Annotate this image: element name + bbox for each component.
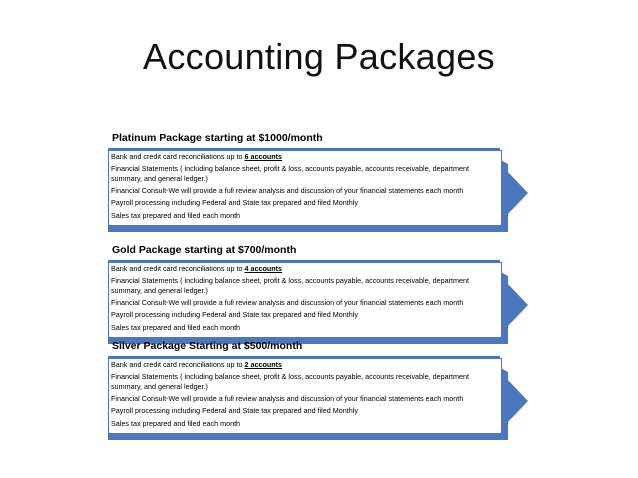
package-heading: Silver Package Starting at $500/month (112, 340, 303, 352)
reconciliation-line: Bank and credit card reconciliations up to 4 accounts (111, 264, 283, 273)
sales-tax-line: Sales tax prepared and filed each month (111, 322, 241, 332)
package-details-box (108, 262, 502, 338)
sales-tax-line: Sales tax prepared and filed each month (111, 418, 241, 428)
financial-statements-line: Financial Statements ( including balance sheet, profit & loss, accounts payable, accounts receivable, department summary, and general ledger.) (111, 276, 469, 295)
account-count: 6 accounts (244, 152, 283, 161)
package-details-box (108, 150, 502, 226)
financial-consult-line: Financial Consult-We will provide a full review analysis and discussion of your financial statements each month (111, 185, 464, 195)
payroll-line: Payroll processing including Federal and State tax prepared and filed Monthly (111, 406, 358, 416)
package-details-box (108, 358, 502, 434)
payroll-line: Payroll processing including Federal and State tax prepared and filed Monthly (111, 310, 358, 320)
account-count: 4 accounts (244, 264, 283, 273)
package-silver (108, 340, 528, 440)
package-platinum (108, 132, 528, 232)
reconciliation-line: Bank and credit card reconciliations up to 2 accounts (111, 360, 283, 369)
account-count: 2 accounts (244, 360, 283, 369)
sales-tax-line: Sales tax prepared and filed each month (111, 210, 241, 220)
financial-statements-line: Financial Statements ( including balance sheet, profit & loss, accounts payable, accounts receivable, department summary, and general ledger.) (111, 372, 469, 391)
financial-consult-line: Financial Consult-We will provide a full review analysis and discussion of your financial statements each month (111, 297, 464, 307)
payroll-line: Payroll processing including Federal and State tax prepared and filed Monthly (111, 198, 358, 208)
package-heading: Gold Package starting at $700/month (112, 244, 297, 256)
slide-title: Accounting Packages (143, 36, 495, 77)
financial-statements-line: Financial Statements ( including balance sheet, profit & loss, accounts payable, accounts receivable, department summary, and general ledger.) (111, 164, 469, 183)
financial-consult-line: Financial Consult-We will provide a full review analysis and discussion of your financial statements each month (111, 393, 464, 403)
package-gold (108, 244, 528, 344)
package-heading: Platinum Package starting at $1000/month (112, 132, 323, 144)
reconciliation-line: Bank and credit card reconciliations up to 6 accounts (111, 152, 283, 161)
